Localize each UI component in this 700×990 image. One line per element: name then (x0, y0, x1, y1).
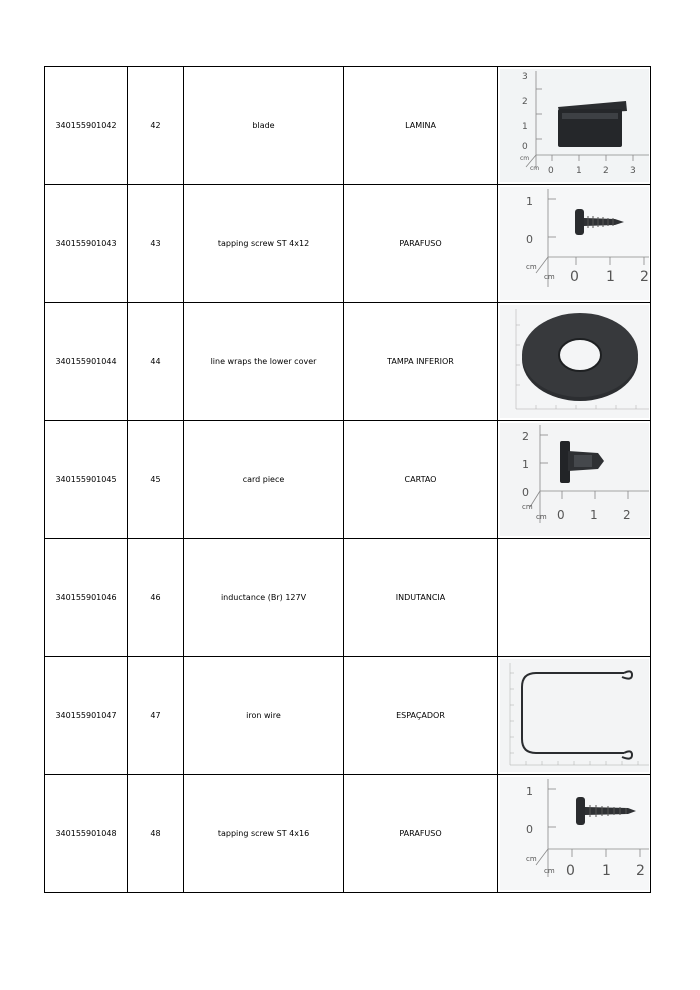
part-photo-cell (498, 539, 651, 657)
parts-table (44, 66, 651, 893)
part-name-en: blade (184, 67, 344, 185)
blade-clip-photo (500, 69, 649, 182)
part-number: 43 (128, 185, 184, 303)
part-code: 340155901048 (45, 775, 128, 893)
part-name-pt: ESPAÇADOR (344, 657, 498, 775)
svg-text:cm: cm (525, 263, 537, 271)
part-name-en: iron wire (184, 657, 344, 775)
table-row (45, 67, 651, 185)
svg-text:1: 1 (521, 122, 528, 132)
part-code: 340155901043 (45, 185, 128, 303)
part-code: 340155901047 (45, 657, 128, 775)
part-name-en: tapping screw ST 4x12 (184, 185, 344, 303)
part-name-pt: PARAFUSO (344, 775, 498, 893)
part-name-pt: TAMPA INFERIOR (344, 303, 498, 421)
part-name-pt: CARTAO (344, 421, 498, 539)
table-row (45, 185, 651, 303)
svg-text:2: 2 (521, 430, 529, 443)
part-photo-cell (498, 67, 651, 185)
svg-text:2: 2 (521, 97, 528, 107)
svg-text:0: 0 (569, 269, 579, 285)
svg-text:1: 1 (605, 269, 615, 285)
svg-text:0: 0 (547, 166, 554, 176)
part-number: 45 (128, 421, 184, 539)
table-row (45, 303, 651, 421)
svg-text:2: 2 (639, 269, 649, 285)
iron-wire-photo (500, 659, 649, 772)
part-code: 340155901045 (45, 421, 128, 539)
part-photo-cell (498, 657, 651, 775)
part-photo-cell (498, 421, 651, 539)
washer-cover-photo (500, 305, 649, 418)
svg-text:0: 0 (556, 508, 565, 522)
svg-text:0: 0 (525, 823, 533, 836)
svg-text:2: 2 (622, 508, 631, 522)
svg-text:1: 1 (525, 785, 533, 798)
svg-text:3: 3 (629, 166, 636, 176)
svg-text:2: 2 (602, 166, 609, 176)
part-name-en: tapping screw ST 4x16 (184, 775, 344, 893)
svg-text:0: 0 (525, 233, 533, 246)
svg-text:cm: cm (519, 155, 529, 162)
svg-text:1: 1 (601, 863, 611, 879)
part-name-pt: INDUTANCIA (344, 539, 498, 657)
svg-text:cm: cm (525, 855, 537, 863)
svg-text:cm: cm (543, 867, 555, 875)
svg-text:1: 1 (575, 166, 582, 176)
svg-text:1: 1 (525, 195, 533, 208)
part-number: 47 (128, 657, 184, 775)
part-name-en: inductance (Br) 127V (184, 539, 344, 657)
plastic-clip-photo (500, 423, 649, 536)
svg-text:3: 3 (521, 72, 528, 82)
svg-text:0: 0 (521, 142, 528, 152)
table-row (45, 775, 651, 893)
tapping-screw-photo (500, 187, 649, 300)
tapping-screw-photo (500, 777, 649, 890)
part-photo-cell (498, 775, 651, 893)
table-row (45, 421, 651, 539)
table-row (45, 539, 651, 657)
svg-text:0: 0 (521, 486, 529, 499)
svg-text:1: 1 (521, 458, 529, 471)
part-code: 340155901044 (45, 303, 128, 421)
part-number: 46 (128, 539, 184, 657)
part-name-en: line wraps the lower cover (184, 303, 344, 421)
svg-text:cm: cm (543, 273, 555, 281)
part-name-en: card piece (184, 421, 344, 539)
svg-text:cm: cm (521, 503, 533, 511)
part-name-pt: PARAFUSO (344, 185, 498, 303)
part-number: 48 (128, 775, 184, 893)
part-name-pt: LAMINA (344, 67, 498, 185)
part-photo-cell (498, 303, 651, 421)
svg-text:1: 1 (589, 508, 598, 522)
table-row (45, 657, 651, 775)
svg-text:2: 2 (635, 863, 645, 879)
svg-text:cm: cm (529, 165, 539, 172)
part-code: 340155901046 (45, 539, 128, 657)
svg-text:cm: cm (535, 513, 547, 521)
svg-text:0: 0 (565, 863, 575, 879)
part-code: 340155901042 (45, 67, 128, 185)
part-photo-cell (498, 185, 651, 303)
part-number: 44 (128, 303, 184, 421)
part-number: 42 (128, 67, 184, 185)
